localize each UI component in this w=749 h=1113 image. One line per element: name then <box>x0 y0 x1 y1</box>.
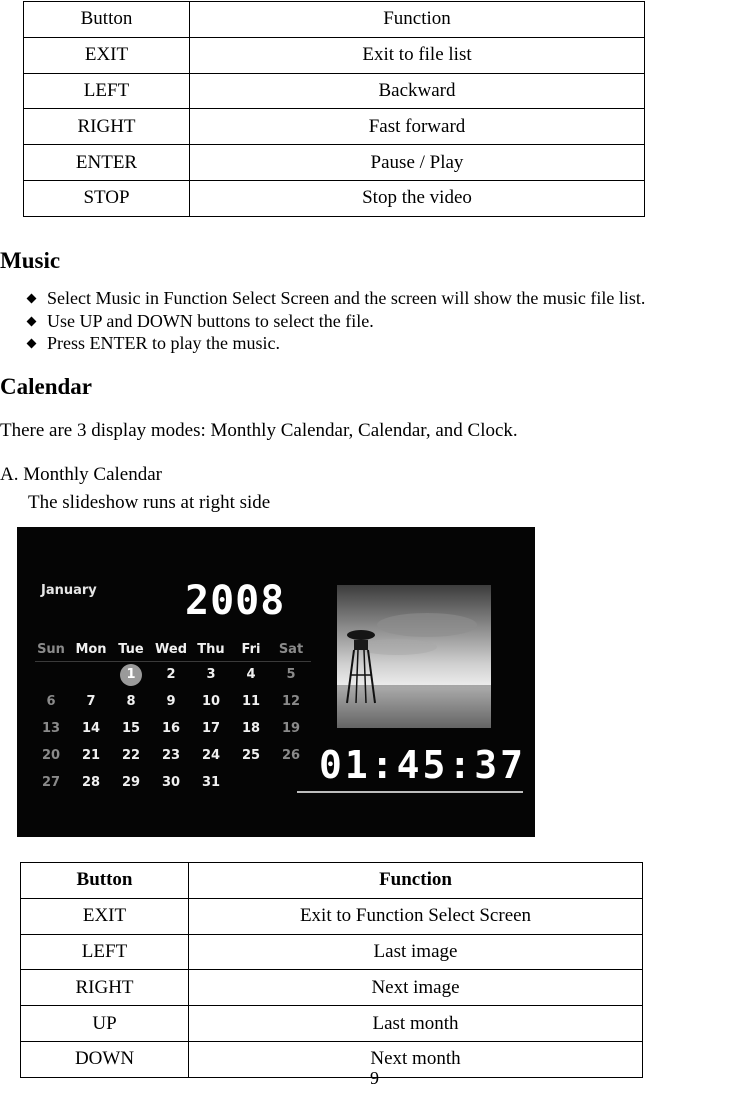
calendar-week-row <box>31 688 311 715</box>
calendar-day: 18 <box>241 721 261 736</box>
calendar-day <box>111 661 151 688</box>
calendar-day: 20 <box>41 748 61 763</box>
calendar-day: 14 <box>81 721 101 736</box>
calendar-day: 7 <box>86 694 96 709</box>
button-cell: RIGHT <box>24 109 190 145</box>
table-row <box>21 970 643 1006</box>
clock-underline <box>297 791 523 793</box>
slideshow-photo <box>337 585 491 728</box>
bullet-text: Select Music in Function Select Screen and the screen will show the music file list. <box>47 288 646 308</box>
bullet-text: Press ENTER to play the music. <box>47 333 280 353</box>
calendar-day: 3 <box>206 667 216 682</box>
button-cell: UP <box>21 1006 189 1042</box>
calendar-day: 30 <box>161 775 181 790</box>
weekday-label: Thu <box>197 641 225 657</box>
calendar-week-row <box>31 715 311 742</box>
table-row <box>24 37 645 73</box>
button-cell: LEFT <box>24 73 190 109</box>
calendar-day: 5 <box>286 667 296 682</box>
calendar-day: 24 <box>201 748 221 763</box>
column-header-function: Function <box>189 863 643 899</box>
calendar-week-row <box>31 769 311 796</box>
calendar-day: 17 <box>201 721 221 736</box>
slideshow-description: The slideshow runs at right side <box>28 492 271 513</box>
calendar-day: 12 <box>281 694 301 709</box>
weekday-label: Mon <box>75 641 107 657</box>
function-cell: Last month <box>189 1006 643 1042</box>
button-cell: DOWN <box>21 1041 189 1077</box>
bullet-text: Use UP and DOWN buttons to select the file. <box>47 310 374 331</box>
function-cell: Next image <box>189 970 643 1006</box>
table-row <box>21 898 643 934</box>
diamond-bullet-icon <box>27 294 37 304</box>
clock-display: 01:45:37 <box>319 743 527 787</box>
monthly-calendar-screenshot <box>17 527 535 837</box>
calendar-day: 13 <box>41 721 61 736</box>
weekday-label: Sun <box>37 641 65 657</box>
calendar-day: 16 <box>161 721 181 736</box>
display-modes-text: There are 3 display modes: Monthly Calendar, Calendar, and Clock. <box>0 420 518 441</box>
calendar-day <box>71 661 111 688</box>
weekday-label: Fri <box>241 641 261 657</box>
calendar-day <box>31 661 71 688</box>
calendar-day: 6 <box>46 694 56 709</box>
list-item <box>26 310 645 333</box>
button-cell: EXIT <box>21 898 189 934</box>
calendar-day <box>231 769 271 796</box>
button-cell: LEFT <box>21 934 189 970</box>
function-cell: Backward <box>190 73 645 109</box>
function-cell: Exit to file list <box>190 37 645 73</box>
calendar-day: 22 <box>121 748 141 763</box>
table-row <box>21 934 643 970</box>
calendar-day: 15 <box>121 721 141 736</box>
calendar-day: 19 <box>281 721 301 736</box>
function-cell: Fast forward <box>190 109 645 145</box>
weekday-label: Wed <box>155 641 187 657</box>
calendar-day: 10 <box>201 694 221 709</box>
page-number: 9 <box>370 1068 379 1088</box>
table-header-row <box>21 863 643 899</box>
button-cell: ENTER <box>24 145 190 181</box>
button-cell: EXIT <box>24 37 190 73</box>
button-cell: STOP <box>24 180 190 216</box>
calendar-day: 2 <box>166 667 176 682</box>
weekday-row <box>31 637 311 661</box>
video-button-table <box>23 1 645 217</box>
diamond-bullet-icon <box>27 339 37 349</box>
table-row <box>24 145 645 181</box>
weekday-label: Tue <box>118 641 144 657</box>
table-row <box>21 1006 643 1042</box>
column-header-button: Button <box>24 2 190 38</box>
calendar-day: 4 <box>246 667 256 682</box>
calendar-day: 8 <box>126 694 136 709</box>
function-cell: Pause / Play <box>190 145 645 181</box>
calendar-week-row <box>31 742 311 769</box>
list-item <box>26 332 645 355</box>
today-marker: 1 <box>120 664 142 686</box>
music-heading: Music <box>0 248 61 273</box>
function-cell: Last image <box>189 934 643 970</box>
monthly-calendar-title: A. Monthly Calendar <box>0 464 163 485</box>
table-row <box>24 73 645 109</box>
column-header-button: Button <box>21 863 189 899</box>
calendar-day: 29 <box>121 775 141 790</box>
calendar-heading: Calendar <box>0 374 92 399</box>
calendar-day: 25 <box>241 748 261 763</box>
calendar-day: 26 <box>281 748 301 763</box>
diamond-bullet-icon <box>27 316 37 326</box>
function-cell: Exit to Function Select Screen <box>189 898 643 934</box>
music-bullet-list <box>26 287 645 355</box>
calendar-day: 23 <box>161 748 181 763</box>
column-header-function: Function <box>190 2 645 38</box>
calendar-day: 28 <box>81 775 101 790</box>
month-label: January <box>41 583 97 598</box>
calendar-day: 11 <box>241 694 261 709</box>
calendar-button-table <box>20 862 643 1078</box>
calendar-days <box>31 661 311 796</box>
calendar-day: 27 <box>41 775 61 790</box>
weekday-label: Sat <box>278 641 304 657</box>
table-row <box>24 180 645 216</box>
function-cell: Stop the video <box>190 180 645 216</box>
table-row <box>24 109 645 145</box>
calendar-day: 9 <box>166 694 176 709</box>
calendar-grid <box>31 637 311 796</box>
calendar-day: 31 <box>201 775 221 790</box>
calendar-day: 21 <box>81 748 101 763</box>
list-item <box>26 287 645 310</box>
calendar-week-row <box>31 661 311 688</box>
year-label: 2008 <box>185 578 286 624</box>
table-header-row <box>24 2 645 38</box>
button-cell: RIGHT <box>21 970 189 1006</box>
function-cell: Next month <box>189 1041 643 1077</box>
